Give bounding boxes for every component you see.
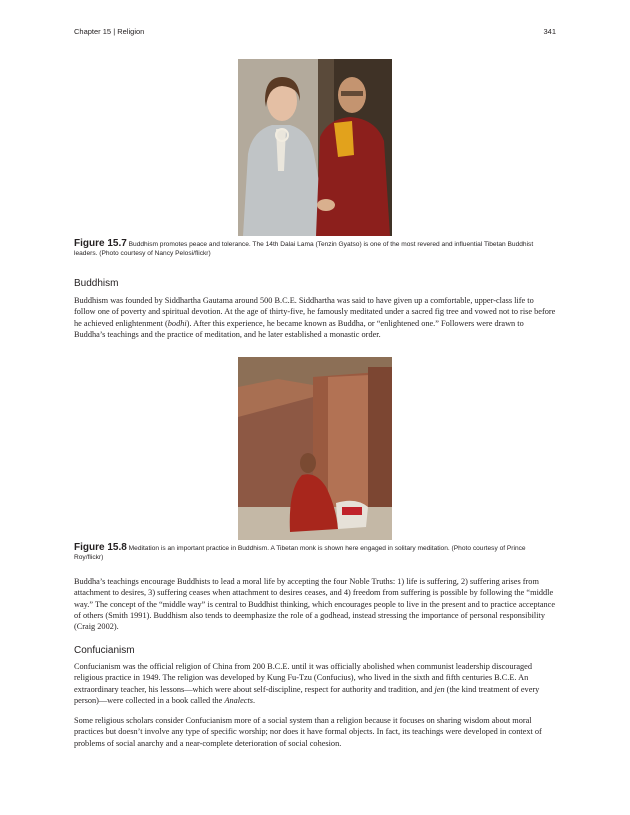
text-run: Confucianism was the official religion of China from 200 B.C.E. until it was officially abolished when communist leadership discouraged religious practice in 1949. The religion was developed by Kung Fu-Tzu (Confucius), who lived in the sixth and fifth centuries B.C.E. An extraordinary teacher, his lessons—which were about self-discipline, respect for authority and tradition, and <box>74 662 533 694</box>
figure-15-8-caption <box>74 543 552 562</box>
paragraph-confucianism-1 <box>74 661 557 706</box>
chapter-title: Chapter 15 | Religion <box>74 27 145 36</box>
section-heading-confucianism: Confucianism <box>74 645 135 656</box>
page-number: 341 <box>543 27 556 36</box>
text-run: . <box>253 695 256 705</box>
running-header <box>74 27 556 36</box>
section-heading-buddhism: Buddhism <box>74 278 119 289</box>
italic-book-title: Analects <box>224 695 254 705</box>
text-run: (the kind treatment of every person)—were collected in a book called the <box>74 684 540 705</box>
figure-15-7-photo <box>238 59 392 236</box>
paragraph-buddhism-1 <box>74 295 557 340</box>
figure-15-7-caption <box>74 239 552 258</box>
caption-text: Meditation is an important practice in Buddhism. A Tibetan monk is shown here engaged in solitary meditation. (Photo courtesy of Prince Roy/flickr) <box>74 545 526 561</box>
caption-text: Buddhism promotes peace and tolerance. The 14th Dalai Lama (Tenzin Gyatso) is one of the most revered and influential Tibetan Buddhist leaders. (Photo courtesy of Nancy Pelosi/flickr) <box>74 241 534 257</box>
figure-15-8-photo <box>238 357 392 540</box>
text-run: ). After this experience, he became known as Buddha, or “enlightened one.” Followers were drawn to Buddha’s teachings and the practice of meditation, and he later established a monastic order. <box>74 318 524 339</box>
italic-term: jen <box>434 684 445 694</box>
paragraph-buddhism-2: Buddha’s teachings encourage Buddhists to lead a moral life by accepting the four Noble Truths: 1) life is suffering, 2) suffering arises from attachment to desires, 3) suffering ceases when attachment to desires ceases, and 4) freedom from suffering is possible by following the “middle way.” The concept of the “middle way” is central to Buddhist thinking, which encourages people to live in the present and to practice acceptance of others (Smith 1991). Buddhism also tends to deemphasize the role of a godhead, instead stressing the importance of personal responsibility (Craig 2002). <box>74 577 556 632</box>
text-run: Buddhism was founded by Siddhartha Gautama around 500 B.C.E. Siddhartha was said to have given up a comfortable, upper-class life to follow one of poverty and spiritual devotion. At the age of thirty-five, he famously meditated under a sacred fig tree and vowed not to rise before he achieved enlightenment ( <box>74 296 556 328</box>
italic-term: bodhi <box>167 318 187 328</box>
figure-label: Figure 15.8 <box>74 542 127 553</box>
paragraph-confucianism-2: Some religious scholars consider Confucianism more of a social system than a religion because it focuses on sharing wisdom about moral practices but doesn’t involve any type of specific worship; nor does it have formal objects. In fact, its teachings were developed in context of problems of social anarchy and a near-complete deterioration of social cohesion. <box>74 716 542 748</box>
figure-label: Figure 15.7 <box>74 238 127 249</box>
